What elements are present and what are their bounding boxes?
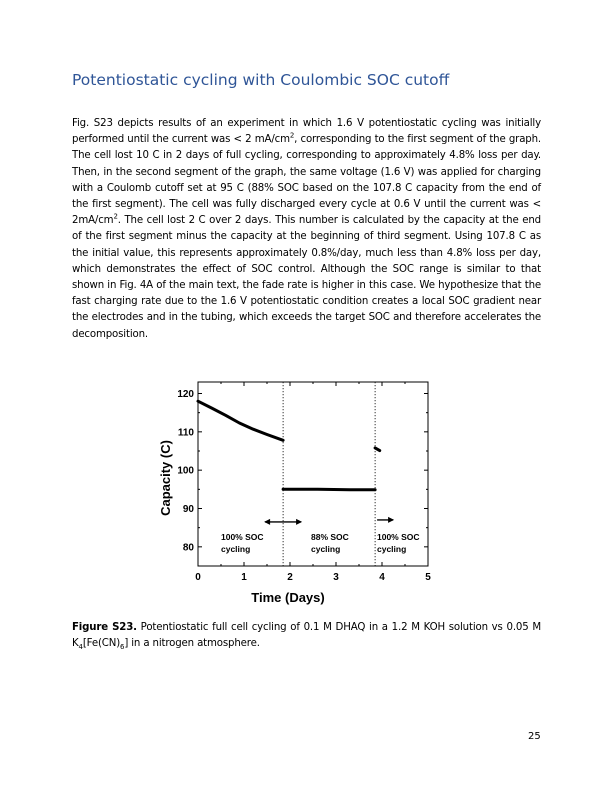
arrow-head-right-2 — [388, 517, 394, 523]
body-text-part-2: , corresponding to the first segment of the graph. The cell lost 10 C in 2 days of full cycling, corresponding to approximately 4.8% loss per day. Then, in the second segment of the graph, the same voltage (1.6 V) was applied for charging with a Coulomb cutoff set at 95 C (88% SOC based on the 107.8 C capacity from the end of the first segment). The cell was fully discharged every cycle at 0.6 V until the current was < 2mA/cm — [72, 134, 542, 227]
page-number: 25 — [528, 731, 541, 742]
plot-area — [177, 382, 431, 583]
capacity-chart — [150, 378, 450, 608]
section-heading: Potentiostatic cycling with Coulombic SOC cutoff — [72, 71, 450, 89]
x-tick-label: 4 — [379, 572, 385, 583]
x-tick-label: 1 — [241, 572, 247, 583]
y-axis-label: Capacity (C) — [158, 440, 173, 516]
annotation-line-2: cycling — [377, 544, 407, 554]
caption-sub-1: 4 — [78, 643, 83, 652]
x-tick-label: 3 — [333, 572, 339, 583]
arrow-head-left — [264, 519, 270, 525]
x-tick-label: 2 — [287, 572, 293, 583]
y-tick-label: 110 — [177, 427, 194, 439]
series-line-segment-3 — [375, 448, 380, 451]
body-text-part-3: . The cell lost 2 C over 2 days. This number is calculated by the capacity at the end of the first segment minus the capacity at the beginning of third segment. Using 107.8 C as the initial value, this represents approximately 0.8%/day, much less than 4.8% loss per day, which demonstrates the effect of SOC control. Although the SOC range is similar to that shown in Fig. 4A of the main text, the fade rate is higher in this case. We hypothesize that the fast charging rate due to the 1.6 V potentiostatic condition creates a local SOC gradient near the electrodes and in the tubing, which exceeds the target SOC and therefore accelerates the decomposition. — [72, 215, 541, 340]
series-line-segment-1 — [198, 401, 283, 440]
y-tick-label: 100 — [177, 465, 194, 477]
body-superscript-2: 2 — [113, 212, 118, 221]
caption-text-3: ] in a nitrogen atmosphere. — [124, 638, 260, 650]
annotation-line-1: 100% SOC — [377, 532, 420, 542]
caption-text-1: Potentiostatic full cell cycling of 0.1 M DHAQ in a 1.2 M KOH solution vs 0.05 M K — [72, 622, 541, 650]
x-axis-label: Time (Days) — [251, 590, 325, 605]
caption-label: Figure S23. — [72, 622, 137, 633]
body-paragraph — [72, 116, 541, 343]
arrow-head-right — [296, 519, 302, 525]
caption-text-2: [Fe(CN) — [82, 638, 121, 650]
x-tick-label: 5 — [425, 572, 431, 583]
y-tick-label: 80 — [182, 542, 194, 554]
annotation-line-2: cycling — [311, 544, 341, 554]
figure-s23 — [150, 378, 450, 613]
annotation-line-1: 88% SOC — [311, 532, 349, 542]
annotation-line-2: cycling — [221, 544, 251, 554]
caption-sub-2: 6 — [120, 643, 125, 652]
y-tick-label: 120 — [177, 389, 194, 400]
body-superscript-1: 2 — [289, 131, 295, 140]
body-text-part-1: Fig. S23 depicts results of an experiment in which 1.6 V potentiostatic cycling was initially performed until the current was < 2 mA/cm — [72, 118, 541, 146]
y-tick-label: 90 — [182, 504, 194, 515]
x-tick-label: 0 — [195, 572, 201, 583]
annotation-line-1: 100% SOC — [221, 532, 264, 542]
figure-caption — [72, 620, 541, 652]
